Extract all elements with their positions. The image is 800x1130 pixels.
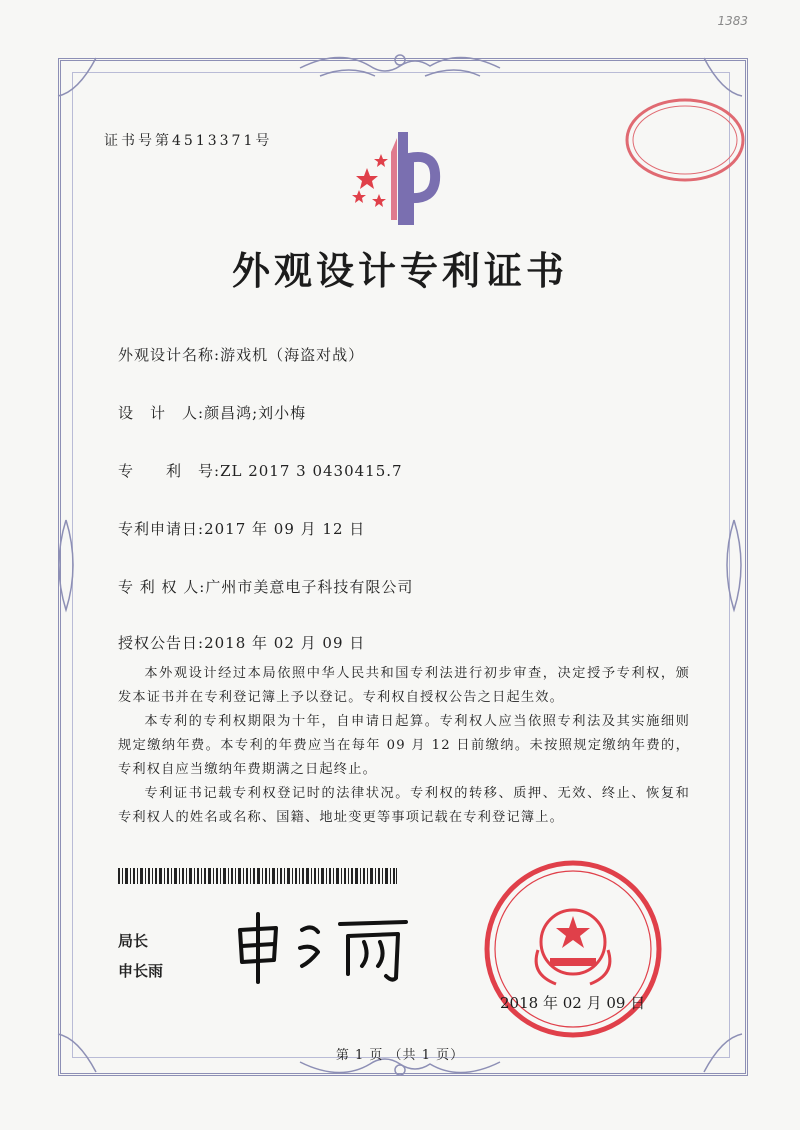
seal-date: 2018 年 02 月 09 日	[500, 994, 646, 1012]
patent-number-value: ZL 2017 3 0430415.7	[220, 462, 403, 480]
director-role: 局长	[118, 932, 149, 950]
patentee-value: 广州市美意电子科技有限公司	[205, 578, 414, 596]
application-date-value: 2017 年 09 月 12 日	[204, 520, 366, 538]
handwritten-note: 1383	[717, 14, 748, 28]
certificate-number: 证书号第4513371号	[104, 133, 273, 149]
page-footer: 第 1 页 （共 1 页）	[335, 1048, 465, 1063]
director-name: 申长雨	[118, 962, 164, 980]
designer-field	[118, 402, 306, 423]
designer-label: 设 计 人:	[118, 404, 205, 422]
certificate-title: 外观设计专利证书	[231, 248, 568, 293]
patent-number-field	[118, 460, 403, 481]
certificate-body	[118, 662, 690, 830]
director-signature	[230, 908, 420, 988]
design-name-field	[118, 344, 364, 365]
design-name-value: 游戏机（海盗对战）	[220, 346, 365, 364]
tax-stamp	[620, 90, 750, 190]
grant-date-field	[118, 632, 365, 653]
national-ip-seal	[478, 854, 668, 1044]
application-date-label: 专利申请日:	[118, 520, 205, 538]
body-paragraph: 本专利的专利权期限为十年，自申请日起算。专利权人应当依照专利法及其实施细则规定缴纳年费。本专利的年费应当在每年 09 月 12 日前缴纳。未按照规定缴纳年费的，专利权自应当缴纳年费期满之日起终止。	[118, 714, 690, 777]
grant-date-value: 2018 年 02 月 09 日	[204, 634, 366, 652]
barcode	[118, 868, 398, 884]
designer-value: 颜昌鸿;刘小梅	[204, 404, 307, 422]
cnipa-logo-icon	[345, 128, 465, 228]
application-date-field	[118, 518, 365, 539]
patentee-label: 专 利 权 人:	[118, 578, 206, 596]
patent-number-label: 专 利 号:	[118, 462, 221, 480]
patentee-field	[118, 576, 413, 597]
body-paragraph: 专利证书记载专利权登记时的法律状况。专利权的转移、质押、无效、终止、恢复和专利权人的姓名或名称、国籍、地址变更等事项记载在专利登记簿上。	[118, 786, 690, 825]
grant-date-label: 授权公告日:	[118, 634, 205, 652]
body-paragraph: 本外观设计经过本局依照中华人民共和国专利法进行初步审查，决定授予专利权，颁发本证书并在专利登记簿上予以登记。专利权自授权公告之日起生效。	[118, 666, 690, 705]
design-name-label: 外观设计名称:	[118, 346, 221, 364]
